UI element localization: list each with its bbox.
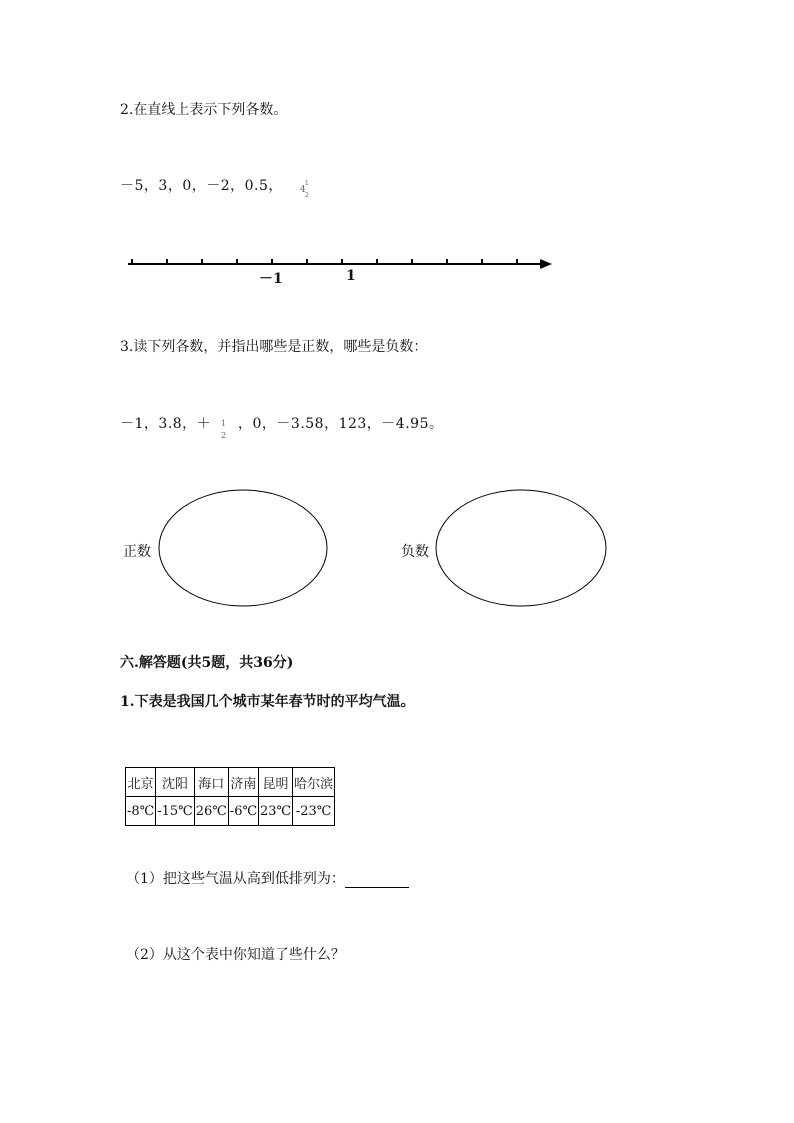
table-cell: 26℃	[194, 797, 228, 826]
sub-question-1-text: （1）把这些气温从高到低排列为：	[126, 871, 345, 887]
sub-question-1	[126, 868, 409, 888]
question-2-title: 2.在直线上表示下列各数。	[120, 102, 288, 118]
answer-blank[interactable]	[345, 873, 409, 888]
table-cell: -6℃	[228, 797, 258, 826]
table-cell: 沈阳	[156, 768, 194, 797]
question-3-title: 3.读下列各数，并指出哪些是正数，哪些是负数：	[120, 339, 428, 355]
axis-label-one: 1	[346, 268, 356, 284]
table-row-temps	[126, 797, 335, 826]
table-cell: -23℃	[293, 797, 335, 826]
table-cell: 哈尔滨	[293, 768, 335, 797]
fraction-numerator: 1	[221, 419, 227, 428]
mixed-number-numerator: 1	[305, 180, 309, 187]
table-cell: 昆明	[259, 768, 293, 797]
table-cell: -15℃	[156, 797, 194, 826]
question-2-numbers: －5，3，0，－2，0.5，	[120, 178, 283, 194]
section-6-question-1-title: 1.下表是我国几个城市某年春节时的平均气温。	[120, 694, 415, 710]
negative-ellipse	[435, 489, 609, 609]
mixed-number-denominator: 2	[305, 192, 309, 199]
number-line-arrow	[540, 259, 552, 269]
negative-label: 负数	[401, 544, 429, 560]
question-3-numbers-b: ，0，－3.58，123，－4.95。	[238, 416, 444, 432]
question-3-numbers-a: －1，3.8，＋	[120, 416, 212, 432]
mixed-number-whole: 4	[300, 185, 306, 195]
positive-label: 正数	[123, 544, 151, 560]
table-row-cities	[126, 768, 335, 797]
fraction-denominator: 2	[221, 431, 227, 440]
number-line	[120, 250, 560, 280]
table-cell: 济南	[228, 768, 258, 797]
positive-ellipse	[158, 489, 330, 609]
table-cell: 23℃	[259, 797, 293, 826]
table-cell: 北京	[126, 768, 156, 797]
temperature-table	[125, 767, 335, 826]
sub-question-2: （2）从这个表中你知道了些什么？	[126, 947, 345, 963]
axis-label-minus-one: －1	[259, 271, 283, 287]
section-6-heading: 六.解答题(共5题，共36分)	[120, 655, 294, 671]
table-cell: -8℃	[126, 797, 156, 826]
table-cell: 海口	[194, 768, 228, 797]
